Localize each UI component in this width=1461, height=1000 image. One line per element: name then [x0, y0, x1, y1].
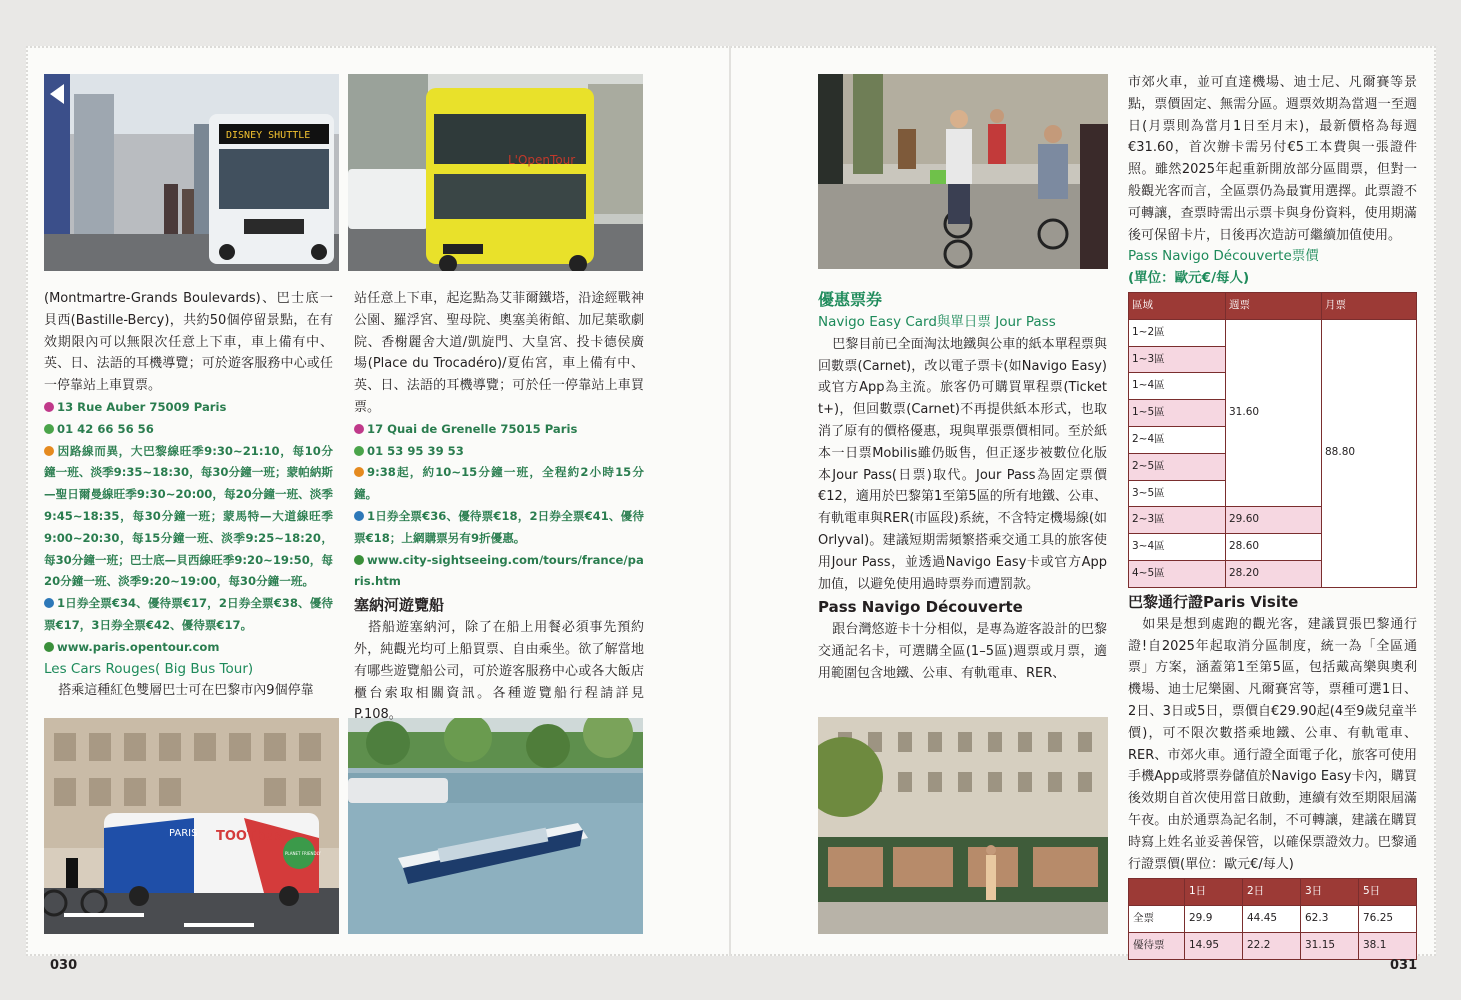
- photo-airport-shuttle: [44, 74, 339, 271]
- navigo-decouverte-title: Pass Navigo Découverte: [818, 598, 1023, 617]
- photo-cyclists: [818, 74, 1108, 269]
- paris-visite-title: 巴黎通行證Paris Visite: [1128, 592, 1299, 611]
- fare-table-title: Pass Navigo Découverte票價: [1128, 248, 1319, 265]
- visite-header-5day: 5日: [1359, 879, 1417, 906]
- seine-title: 塞納河遊覽船: [354, 596, 445, 615]
- cars-rouges-hours: [354, 462, 644, 506]
- opentour-address-text: 13 Rue Auber 75009 Paris: [57, 399, 227, 414]
- cars-rouges-address: [354, 419, 644, 441]
- navigo-easy-text: 巴黎目前已全面淘汰地鐵與公車的紙本單程票與回數票(Carnet)，改以電子票卡(如Navigo Easy)或官方App為主流。旅客仍可購買單程票(Ticket t+)，但回數票(Carnet)不再提供紙本形式，也取消了原有的價格優惠，現與單張票價相同。至於紙本一日票Mobilis雖仍販售，但正逐步被數位化版本Jour Pass(日票)取代。Jour Pass為固定票價€12，適用於巴黎第1至第5區的所有地鐵、公車、有軌電車與RER(市區段)系統，不含特定機場線(如Orlyval)。建議短期需頻繁搭乘交通工具的旅客使用Jour Pass，並透過Navigo Easy卡或官方App加值，以避免使用過時票券而遭罰款。: [818, 336, 1107, 592]
- opentour-phone: [44, 419, 333, 441]
- left-column-1: [44, 288, 333, 702]
- fare-monthly-all: 88.80: [1322, 319, 1417, 587]
- fare-weekly: 28.60: [1226, 534, 1322, 561]
- table-row: [1129, 933, 1417, 960]
- photo-bouquinistes: [818, 717, 1108, 934]
- clock-icon: [354, 467, 364, 477]
- paris-visite-table: [1128, 878, 1417, 960]
- fare-zone: 2~3區: [1129, 507, 1226, 534]
- fare-zone: 2~4區: [1129, 426, 1226, 453]
- fare-weekly: 28.20: [1226, 560, 1322, 587]
- phone-icon: [354, 446, 364, 456]
- opentour-price: [44, 593, 333, 637]
- fare-weekly: 29.60: [1226, 507, 1322, 534]
- left-column-2: [354, 288, 644, 726]
- table-row: [1129, 906, 1417, 933]
- visite-cell: 38.1: [1359, 933, 1417, 960]
- page-number-right: 031: [1390, 958, 1418, 973]
- fare-header-weekly: 週票: [1226, 292, 1322, 319]
- globe-icon: [354, 555, 364, 565]
- visite-header-1day: 1日: [1185, 879, 1243, 906]
- tootbus-brand-text: TOOTbus: [216, 829, 283, 844]
- opentour-brand-text: L'OpenTour: [508, 153, 576, 167]
- fare-header-monthly: 月票: [1322, 292, 1417, 319]
- phone-icon: [44, 424, 54, 434]
- cars-rouges-text: 站任意上下車，起迄點為艾菲爾鐵塔，沿途經戰神公園、羅浮宮、聖母院、奧塞美術館、加尼葉歌劇院、香榭麗舍大道/凱旋門、大皇宮、投卡德侯廣場(Place du Trocadéro)/夏佑宮，車上備有中、英、日、法語的耳機導覽；可於任一停靠站上車買票。: [354, 291, 644, 415]
- fare-zone: 3~5區: [1129, 480, 1226, 507]
- visite-header-3day: 3日: [1301, 879, 1359, 906]
- visite-cell: 31.15: [1301, 933, 1359, 960]
- fare-zone: 1~5區: [1129, 400, 1226, 427]
- fare-zone: 1~2區: [1129, 319, 1226, 346]
- opentour-website: [44, 637, 333, 659]
- tootbus-badge-text: PLANET FRIENDLY: [285, 851, 321, 856]
- right-column-1: [818, 288, 1107, 685]
- navigo-decouverte-continued: 市郊火車，並可直達機場、迪士尼、凡爾賽等景點，票價固定、無需分區。週票效期為當週一至週日(月票則為當月1日至月末)，最新價格為每週€31.60，首次辦卡需另付€5工本費與一張證件照。雖然2025年起重新開放部分區間票，但對一般觀光客而言，全區票仍為最實用選擇。此票證不可轉讓，查票時需出示票卡與身份資料，使用期滿後可保留卡片，日後再次造訪可繼續加值使用。: [1128, 75, 1417, 243]
- opentour-price-text: 1日券全票€34、優待票€17，2日券全票€38、優待票€17，3日券全票€42、優待票€17。: [44, 596, 333, 632]
- fare-zone: 1~4區: [1129, 373, 1226, 400]
- cars-rouges-phone-text: 01 53 95 39 53: [367, 443, 464, 458]
- cars-rouges-hours-text: 9:38起，約10~15分鐘一班，全程約2小時15分鐘。: [354, 465, 644, 502]
- right-column-2: [1128, 72, 1417, 960]
- cars-rouges-price-text: 1日券全票€36、優待票€18，2日券全票€41、優待票€18；上網購票另有9折優惠。: [354, 508, 644, 545]
- opentour-hours: [44, 441, 333, 594]
- visite-cell: 22.2: [1243, 933, 1301, 960]
- cars-rouges-title: Les Cars Rouges( Big Bus Tour): [44, 660, 254, 677]
- opentour-info: [44, 397, 333, 659]
- fare-weekly-all: 31.60: [1226, 319, 1322, 507]
- opentour-website-text[interactable]: www.paris.opentour.com: [57, 639, 220, 654]
- fare-zone: 2~5區: [1129, 453, 1226, 480]
- location-icon: [44, 402, 54, 412]
- navigo-easy-title: Navigo Easy Card與單日票 Jour Pass: [818, 314, 1056, 330]
- fare-zone: 3~4區: [1129, 534, 1226, 561]
- visite-header-2day: 2日: [1243, 879, 1301, 906]
- fare-zone: 4~5區: [1129, 560, 1226, 587]
- cars-rouges-price: [354, 506, 644, 550]
- cars-rouges-address-text: 17 Quai de Grenelle 75015 Paris: [367, 421, 578, 436]
- fare-table-unit: (單位：歐元€/每人): [1128, 270, 1250, 287]
- seine-text: 搭船遊塞納河，除了在船上用餐必須事先預約外，純觀光均可上船買票、自由乘坐。欲了解當地有哪些遊覽船公司，可於遊客服務中心或各大飯店櫃台索取相關資訊。各種遊覽船行程請詳見P.108。: [354, 620, 644, 723]
- location-icon: [354, 424, 364, 434]
- visite-row-label: 全票: [1129, 906, 1185, 933]
- opentour-phone-text: 01 42 66 56 56: [57, 421, 154, 436]
- cars-rouges-info: [354, 419, 644, 593]
- cars-rouges-phone: [354, 441, 644, 463]
- cars-rouges-intro: 搭乘這種紅色雙層巴士可在巴黎市內9個停靠: [58, 683, 314, 699]
- price-icon: [44, 598, 54, 608]
- photo-opentour-bus: [348, 74, 643, 271]
- clock-icon: [44, 446, 54, 456]
- navigo-decouverte-text: 跟台灣悠遊卡十分相似，是專為遊客設計的巴黎交通記名卡，可選購全區(1–5區)週票或月票，適用範圍包含地鐵、公車、有軌電車、RER、: [818, 622, 1107, 681]
- price-icon: [354, 511, 364, 521]
- photo-tootbus: [44, 718, 339, 934]
- tootbus-city-text: PARIS: [169, 828, 198, 839]
- globe-icon: [44, 642, 54, 652]
- visite-cell: 29.9: [1185, 906, 1243, 933]
- visite-cell: 14.95: [1185, 933, 1243, 960]
- cars-rouges-website-text[interactable]: www.city-sightseeing.com/tours/france/paris.htm: [354, 552, 644, 589]
- fare-zone: 1~3區: [1129, 346, 1226, 373]
- visite-cell: 76.25: [1359, 906, 1417, 933]
- photo-seine-boat: [348, 718, 643, 934]
- navigo-fare-table: [1128, 292, 1417, 588]
- fare-header-zone: 區域: [1129, 292, 1226, 319]
- visite-header-blank: [1129, 879, 1185, 906]
- shuttle-sign-text: DISNEY SHUTTLE: [226, 130, 311, 141]
- page-gutter: [729, 46, 731, 956]
- page-number-left: 030: [50, 958, 78, 973]
- opentour-hours-text: 因路線而異，大巴黎線旺季9:30~21:10，每10分鐘一班、淡季9:35~18:30，每30分鐘一班；蒙帕納斯—聖日爾曼線旺季9:30~20:00，每20分鐘一班、淡季9:45~18:35，每30分鐘一班；蒙馬特—大道線旺季9:00~20:30，每15分鐘一班、淡季9:25~18:20，每30分鐘一班；巴士底—貝西線旺季9:20~19:50，每20分鐘一班、淡季9:20~19:00，每30分鐘一班。: [44, 443, 333, 589]
- visite-cell: 44.45: [1243, 906, 1301, 933]
- opentour-address: [44, 397, 333, 419]
- visite-cell: 62.3: [1301, 906, 1359, 933]
- visite-row-label: 優待票: [1129, 933, 1185, 960]
- discount-title: 優惠票券: [818, 290, 883, 309]
- cars-rouges-website: [354, 550, 644, 594]
- paris-visite-text: 如果是想到處跑的觀光客，建議買張巴黎通行證!自2025年起取消分區制度，統一為「全區通票」方案，涵蓋第1至第5區，包括戴高樂與奧利機場、迪士尼樂園、凡爾賽宮等，票種可選1日、2日、3日或5日，票價自€29.90起(4至9歲兒童半價)，可不限次數搭乘地鐵、公車、有軌電車、RER、市郊火車。通行證全面電子化，旅客可使用手機App或將票券儲值於Navigo Easy卡內，購買後效期自首次使用當日啟動，連續有效至期限屆滿午夜。由於通票為記名制，不可轉讓，建議在購買時寫上姓名並妥善保管，以確保票證效力。巴黎通行證票價(單位：歐元€/每人): [1128, 616, 1417, 872]
- opentour-intro: (Montmartre-Grands Boulevards)、巴士底一貝西(Bastille-Bercy)，共約50個停留景點，在有效期限內可以無限次任意上下車，車上備有中、英、日、法語的耳機導覽；可於遊客服務中心或任一停靠站上車買票。: [44, 291, 333, 394]
